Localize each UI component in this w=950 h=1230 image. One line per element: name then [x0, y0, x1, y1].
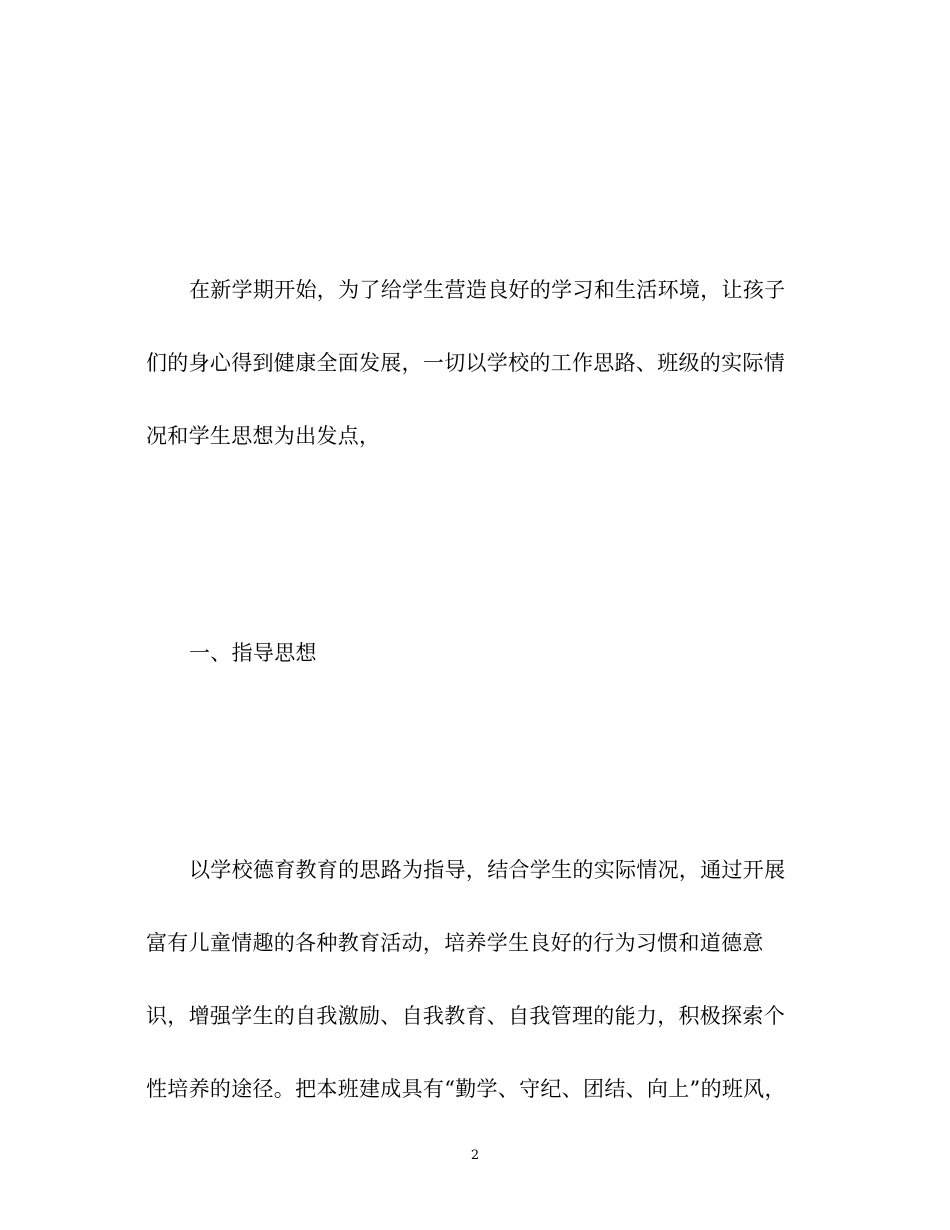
- paragraph-1-line-1: 在新学期开始，为了给学生营造良好的学习和生活环境，让孩子: [189, 278, 786, 302]
- paragraph-2-line-3: 识，增强学生的自我激励、自我教育、自我管理的能力，积极探索个: [146, 1004, 785, 1028]
- paragraph-2-line-4: 性培养的途径。把本班建成具有“勤学、守纪、团结、向上”的班风，: [146, 1077, 786, 1101]
- page-number: 2: [470, 1148, 480, 1163]
- paragraph-2-line-2: 富有儿童情趣的各种教育活动，培养学生良好的行为习惯和道德意: [146, 931, 764, 955]
- paragraph-2-line-1: 以学校德育教育的思路为指导，结合学生的实际情况，通过开展: [189, 858, 786, 882]
- paragraph-1-line-3: 况和学生思想为出发点，: [146, 424, 381, 448]
- paragraph-1-line-2: 们的身心得到健康全面发展，一切以学校的工作思路、班级的实际情: [146, 351, 785, 375]
- section-heading: 一、指导思想: [189, 641, 317, 665]
